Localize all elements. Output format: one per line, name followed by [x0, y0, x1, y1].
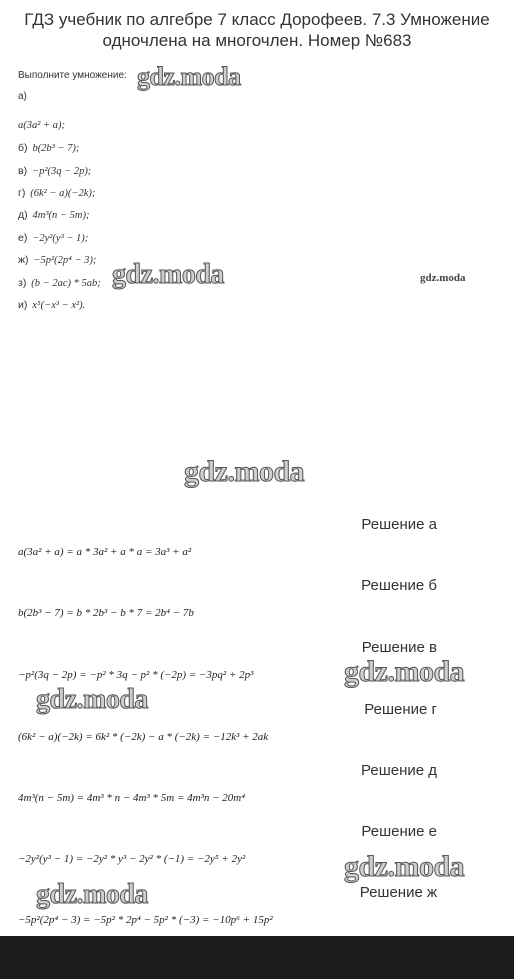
task-item-expr: −p²(3q − 2p);	[32, 166, 92, 177]
page-title-line-2: одночлена на многочлен. Номер №683	[102, 31, 412, 50]
solution-heading-zh: Решение ж	[359, 884, 437, 901]
solution-heading-e: Решение е	[361, 823, 437, 840]
watermark-logo-small: gdz.moda	[420, 272, 466, 284]
solution-heading-d: Решение д	[361, 762, 437, 779]
task-item-a	[18, 120, 65, 131]
page-title-line-1: ГДЗ учебник по алгебре 7 класс Дорофеев. 7.3 Умножение	[24, 10, 490, 29]
solution-line-b: b(2b³ − 7) = b * 2b³ − b * 7 = 2b⁴ − 7b	[18, 607, 194, 619]
task-item-label: в)	[18, 165, 28, 177]
task-item-g	[18, 187, 95, 199]
task-item-expr: (b − 2ac) * 5ab;	[31, 278, 101, 289]
task-item-expr: b(2b³ − 7);	[32, 143, 80, 154]
task-item-label: д)	[18, 209, 28, 221]
task-item-label: ж)	[18, 254, 29, 266]
watermark-logo: gdz.moda	[344, 655, 465, 688]
task-item-z	[18, 277, 101, 289]
solution-line-g: (6k² − a)(−2k) = 6k² * (−2k) − a * (−2k) = −12k³ + 2ak	[18, 731, 269, 743]
solution-line-e: −2y²(y³ − 1) = −2y² * y³ − 2y² * (−1) = −2y⁵ + 2y²	[18, 853, 246, 865]
task-part-label: а)	[18, 91, 27, 102]
solution-heading-a: Решение а	[361, 516, 437, 533]
solution-heading-g: Решение г	[364, 701, 437, 718]
task-item-expr: x⁵(−x³ − x²).	[32, 300, 86, 311]
task-item-label: з)	[18, 277, 27, 289]
task-item-v	[18, 165, 91, 177]
task-intro: Выполните умножение:	[18, 70, 127, 81]
task-item-label: г)	[18, 187, 26, 199]
watermark-logo: gdz.moda	[344, 850, 465, 883]
watermark-logo: gdz.moda	[36, 684, 148, 715]
page-title	[0, 9, 514, 51]
task-item-expr: −5p²(2p⁴ − 3);	[33, 255, 97, 266]
task-item-expr: (6k² − a)(−2k);	[30, 188, 96, 199]
task-item-expr: −2y²(y³ − 1);	[32, 233, 89, 244]
task-item-b	[18, 142, 79, 154]
task-item-label: е)	[18, 232, 28, 244]
solution-line-v: −p²(3q − 2p) = −p² * 3q − p² * (−2p) = −3pq² + 2p³	[18, 669, 254, 681]
task-item-label: и)	[18, 299, 28, 311]
task-item-i	[18, 299, 85, 311]
solution-line-zh: −5p²(2p⁴ − 3) = −5p² * 2p⁴ − 5p² * (−3) = −10p⁶ + 15p²	[18, 914, 273, 926]
watermark-logo: gdz.moda	[184, 455, 305, 488]
task-item-expr: a(3a² + a);	[18, 120, 65, 131]
solution-heading-b: Решение б	[361, 577, 437, 594]
task-item-e	[18, 232, 88, 244]
watermark-logo: gdz.moda	[36, 879, 148, 910]
solution-line-a: a(3a² + a) = a * 3a² + a * a = 3a³ + a²	[18, 546, 192, 558]
watermark-logo: gdz.moda	[137, 62, 241, 91]
task-item-expr: 4m³(n − 5m);	[32, 210, 90, 221]
watermark-logo: gdz.moda	[112, 259, 224, 290]
bottom-bar	[0, 936, 514, 979]
task-item-d	[18, 209, 89, 221]
solution-heading-v: Решение в	[361, 639, 437, 656]
solution-line-d: 4m³(n − 5m) = 4m³ * n − 4m³ * 5m = 4m³n − 20m⁴	[18, 792, 246, 804]
task-item-label: б)	[18, 142, 28, 154]
task-item-zh	[18, 254, 96, 266]
